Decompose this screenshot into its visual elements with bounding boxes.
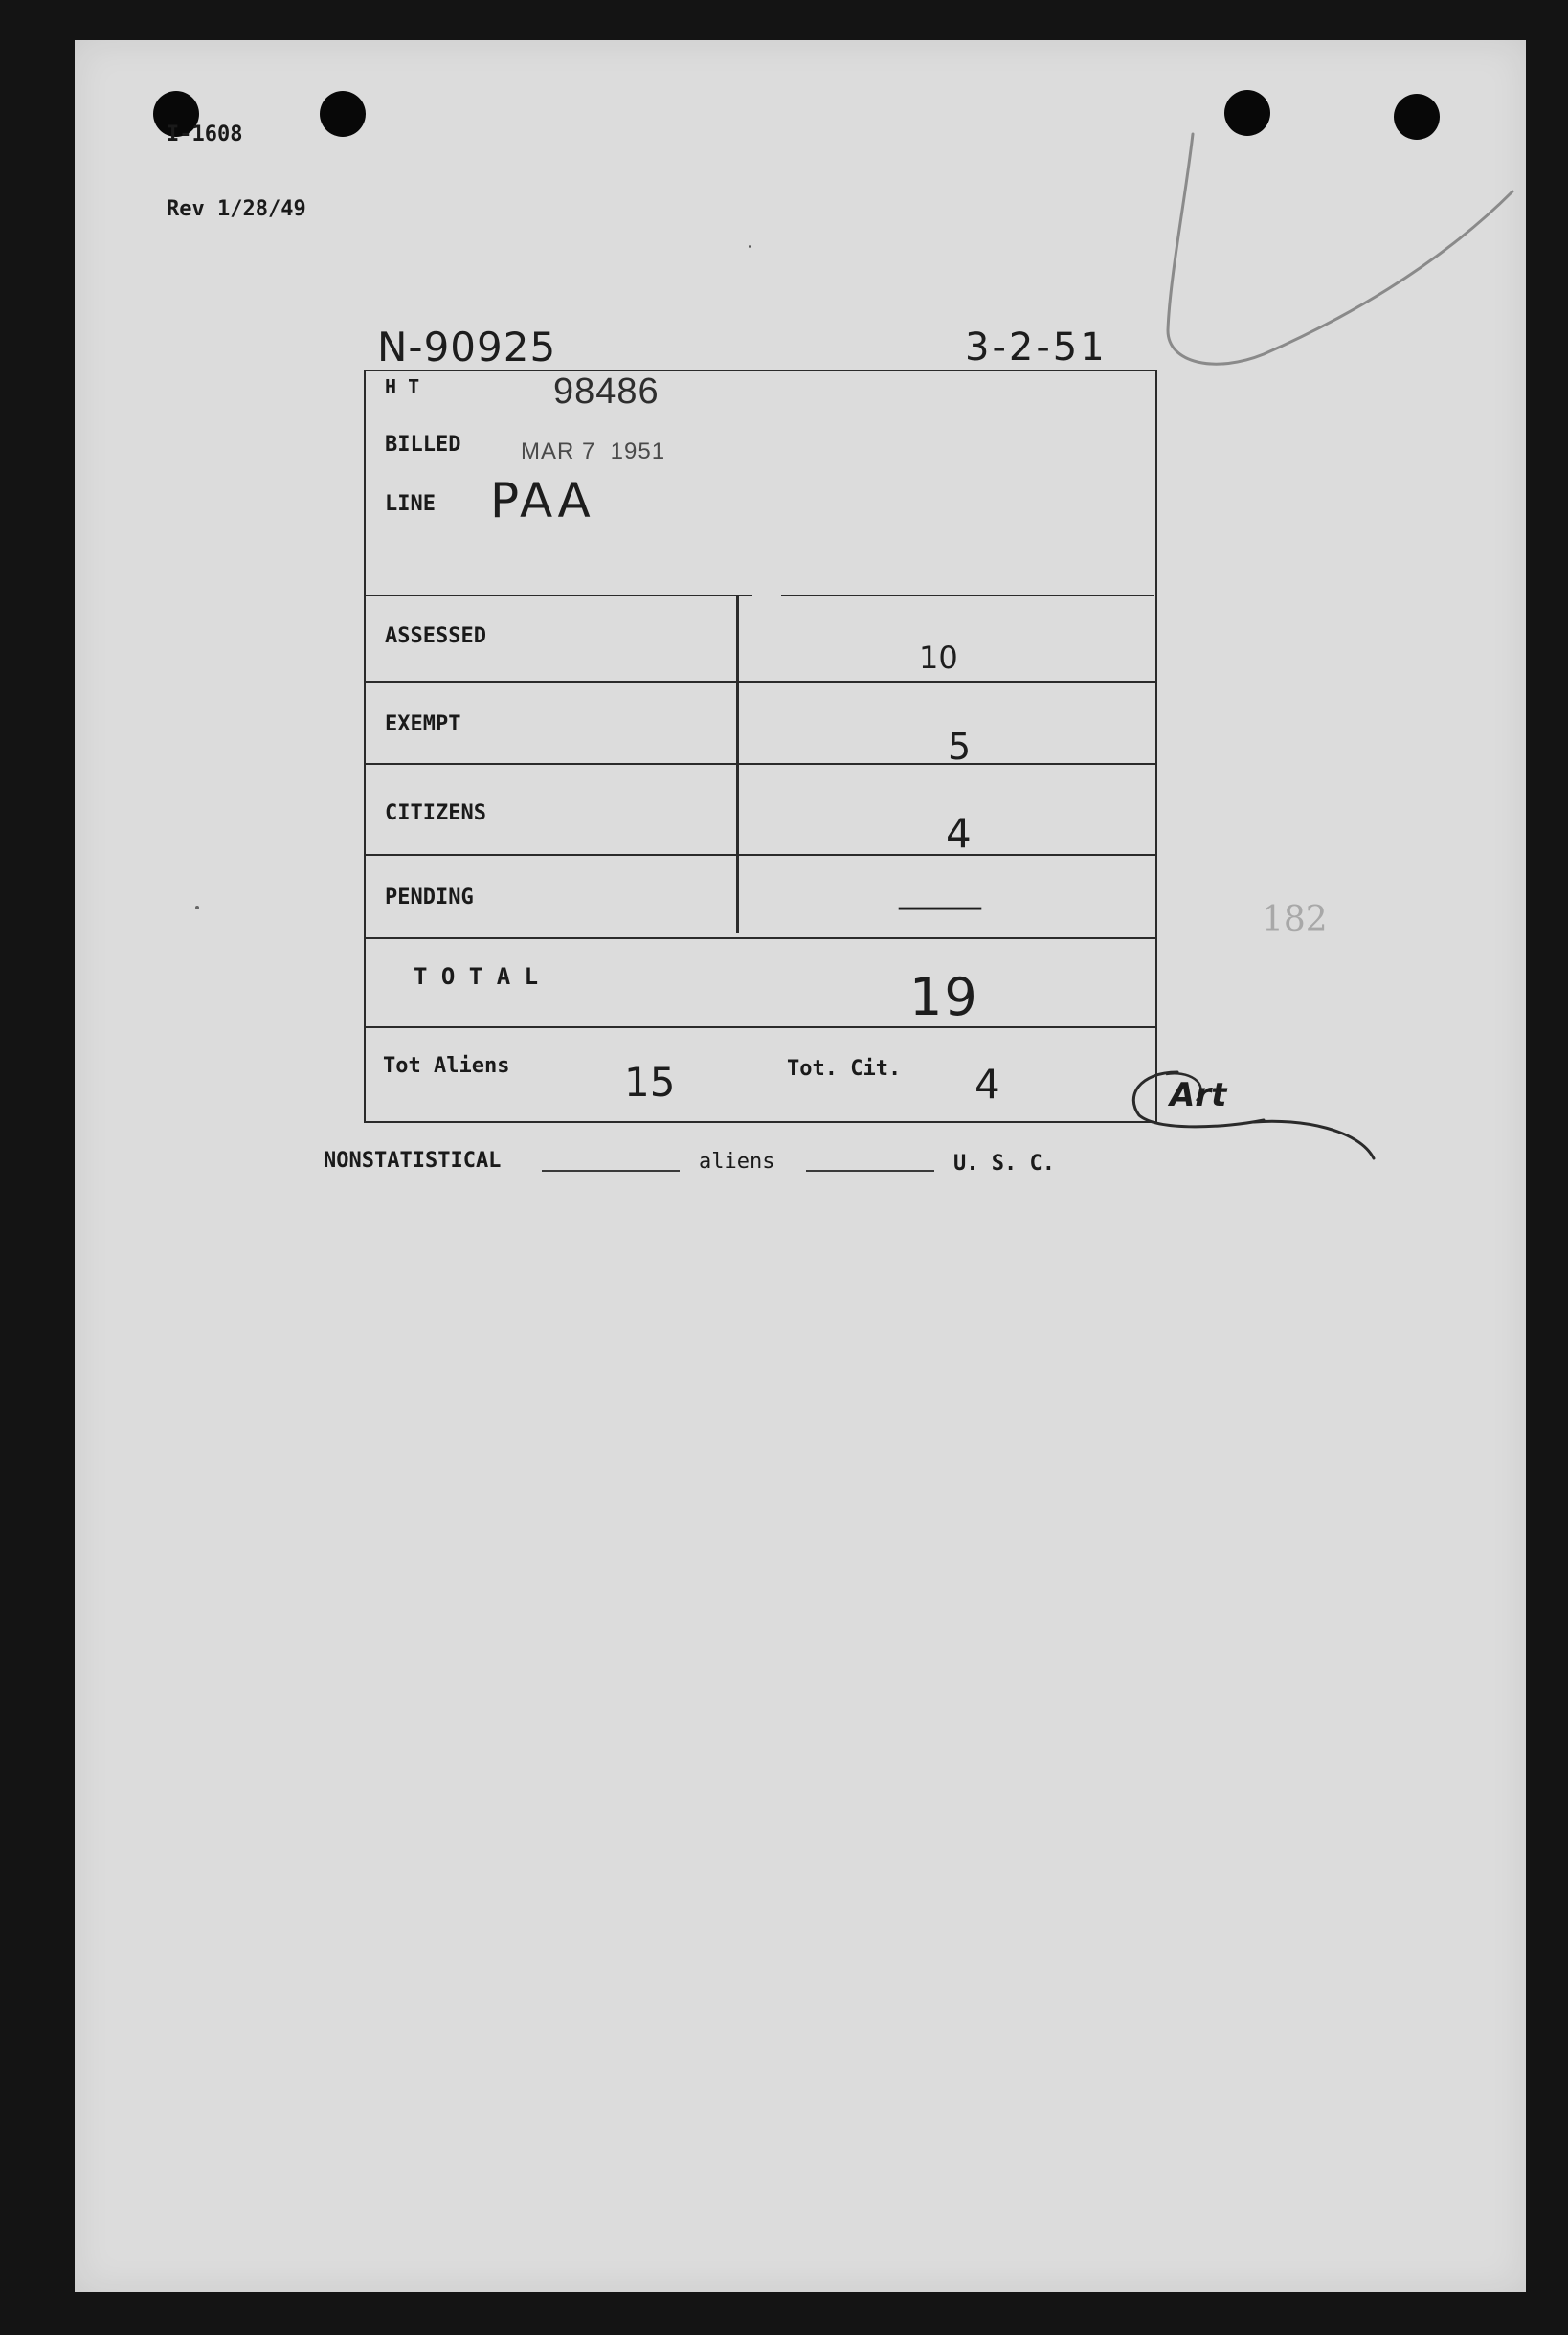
table-top-rule-left — [366, 595, 752, 596]
aliens-blank — [806, 1170, 934, 1172]
form-number: I-1608 — [167, 123, 243, 146]
tally-box — [364, 370, 1157, 1123]
row-rule-2 — [366, 763, 1155, 765]
punch-hole-left-2 — [320, 91, 366, 137]
aliens-label: aliens — [699, 1150, 775, 1174]
total-value: 19 — [909, 967, 979, 1027]
total-label: T O T A L — [414, 963, 539, 990]
nonstatistical-blank — [542, 1170, 680, 1172]
page-number-stamp: 182 — [1262, 900, 1328, 939]
form-date: 3-2-51 — [965, 326, 1108, 370]
citizens-value: 4 — [946, 810, 972, 857]
ht-label: H T — [385, 375, 420, 398]
form-revision: Rev 1/28/49 — [167, 197, 306, 221]
row-rule-3 — [366, 854, 1155, 856]
tot-cit-label: Tot. Cit. — [787, 1057, 902, 1081]
assessed-label: ASSESSED — [385, 624, 486, 648]
usc-label: U. S. C. — [953, 1152, 1055, 1176]
tot-aliens-value: 15 — [624, 1059, 676, 1106]
paper-speck — [749, 245, 751, 248]
tot-cit-value: 4 — [974, 1061, 1000, 1108]
initials: Art — [1170, 1076, 1227, 1114]
row-rule-5 — [366, 1026, 1155, 1028]
line-label: LINE — [385, 492, 436, 516]
paper-speck — [195, 906, 199, 909]
table-top-rule-right — [781, 595, 1154, 596]
initials-circle-icon — [1120, 1063, 1388, 1168]
exempt-value: 5 — [948, 726, 972, 768]
assessed-value: 10 — [919, 640, 958, 676]
tot-aliens-label: Tot Aliens — [383, 1054, 510, 1078]
ht-value: 98486 — [553, 371, 660, 412]
line-value: PAA — [490, 473, 594, 528]
pending-value: — — [894, 885, 986, 929]
citizens-label: CITIZENS — [385, 801, 486, 825]
form-number-block — [167, 73, 306, 247]
billed-date-stamp: MAR 7 1951 — [521, 438, 666, 464]
exempt-label: EXEMPT — [385, 712, 461, 736]
pending-label: PENDING — [385, 886, 474, 909]
billed-label: BILLED — [385, 433, 461, 457]
row-rule-4 — [366, 937, 1155, 939]
check-mark-icon — [1149, 124, 1532, 393]
row-rule-1 — [366, 681, 1155, 683]
nonstatistical-label: NONSTATISTICAL — [324, 1149, 502, 1173]
file-number: N-90925 — [377, 324, 557, 370]
